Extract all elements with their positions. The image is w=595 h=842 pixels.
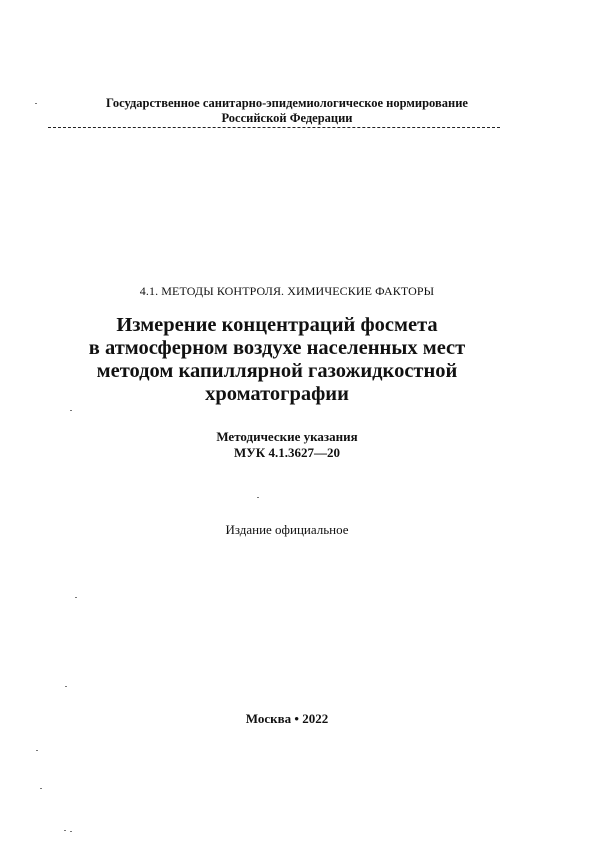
scan-speck	[40, 788, 42, 789]
imprint-line: Москва • 2022	[245, 711, 329, 726]
header-line-1: Государственное санитарно-эпидемиологическое нормирование	[106, 96, 468, 110]
scan-speck	[64, 830, 66, 831]
title-line-3: методом капиллярной газожидкостной	[96, 360, 458, 382]
header-line-2: Российской Федерации	[221, 111, 353, 125]
document-type-block	[60, 429, 514, 461]
title-line-4: хроматографии	[205, 383, 349, 405]
scan-speck	[65, 686, 67, 687]
title-line-1: Измерение концентраций фосмета	[116, 314, 438, 336]
scan-speck	[75, 597, 77, 598]
scan-speck	[35, 103, 37, 104]
document-title	[40, 314, 514, 406]
scan-speck	[70, 410, 72, 411]
series-heading: 4.1. МЕТОДЫ КОНТРОЛЯ. ХИМИЧЕСКИЕ ФАКТОРЫ	[139, 284, 435, 298]
header-block	[60, 96, 514, 126]
scan-speck	[36, 750, 38, 751]
scan-speck	[70, 831, 72, 832]
document-type: Методические указания	[216, 429, 358, 444]
title-line-2: в атмосферном воздухе населенных мест	[88, 337, 466, 359]
scan-speck	[257, 497, 259, 498]
document-number: МУК 4.1.3627—20	[234, 445, 340, 460]
edition-note: Издание официальное	[225, 522, 349, 537]
header-divider	[48, 127, 500, 128]
